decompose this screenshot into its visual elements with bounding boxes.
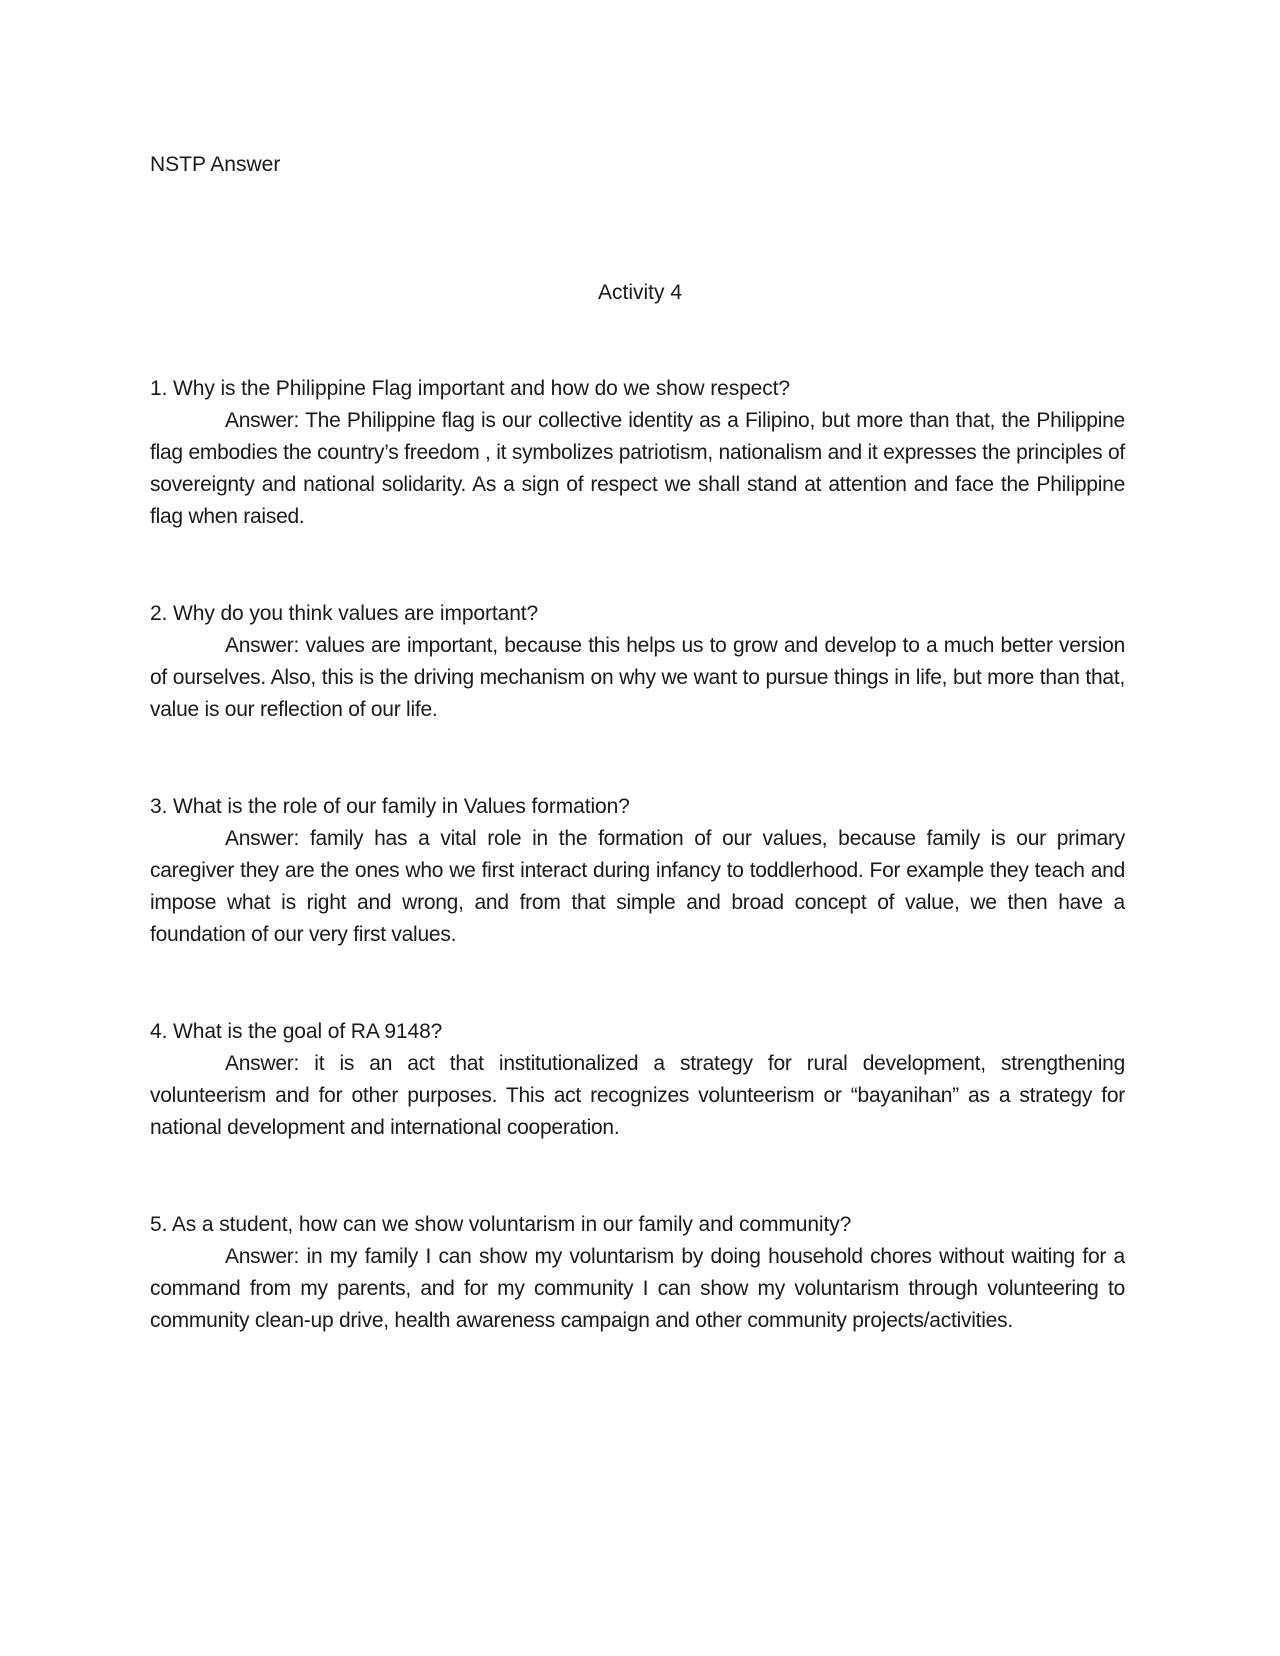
question-5: 5. As a student, how can we show voluntarism in our family and community? [150,1213,852,1236]
answer-2: Answer: values are important, because this helps us to grow and develop to a much better version of ourselves. Also, this is the driving mechanism on why we want to pursue things in life, but more than that, value is our reflection of our life. [150,634,1125,721]
activity-heading: Activity 4 [597,281,683,304]
answer-1: Answer: The Philippine flag is our collective identity as a Filipino, but more than that, the Philippine flag embodies the country’s freedom , it symbolizes patriotism, nationalism and it expresses the principles of sovereignty and national solidarity. As a sign of respect we shall stand at attention and face the Philippine flag when raised. [150,409,1125,528]
question-1: 1. Why is the Philippine Flag important and how do we show respect? [150,377,790,400]
question-3: 3. What is the role of our family in Values formation? [150,795,630,818]
document-title: NSTP Answer [150,153,281,176]
answer-5: Answer: in my family I can show my voluntarism by doing household chores without waiting for a command from my parents, and for my community I can show my voluntarism through volunteering to community clean-up drive, health awareness campaign and other community projects/activities. [150,1245,1125,1332]
question-2: 2. Why do you think values are important? [150,602,539,625]
question-block-2 [150,598,1125,726]
answer-4: Answer: it is an act that institutionalized a strategy for rural development, strengthening volunteerism and for other purposes. This act recognizes volunteerism or “bayanihan” as a strategy for national development and international cooperation. [150,1052,1125,1139]
question-block-5 [150,1209,1125,1337]
question-block-3 [150,791,1125,951]
answer-3: Answer: family has a vital role in the formation of our values, because family is our primary caregiver they are the ones who we first interact during infancy to toddlerhood. For example they teach and impose what is right and wrong, and from that simple and broad concept of value, we then have a foundation of our very first values. [150,827,1125,946]
question-block-4 [150,1016,1125,1144]
question-block-1 [150,373,1125,533]
question-4: 4. What is the goal of RA 9148? [150,1020,443,1043]
